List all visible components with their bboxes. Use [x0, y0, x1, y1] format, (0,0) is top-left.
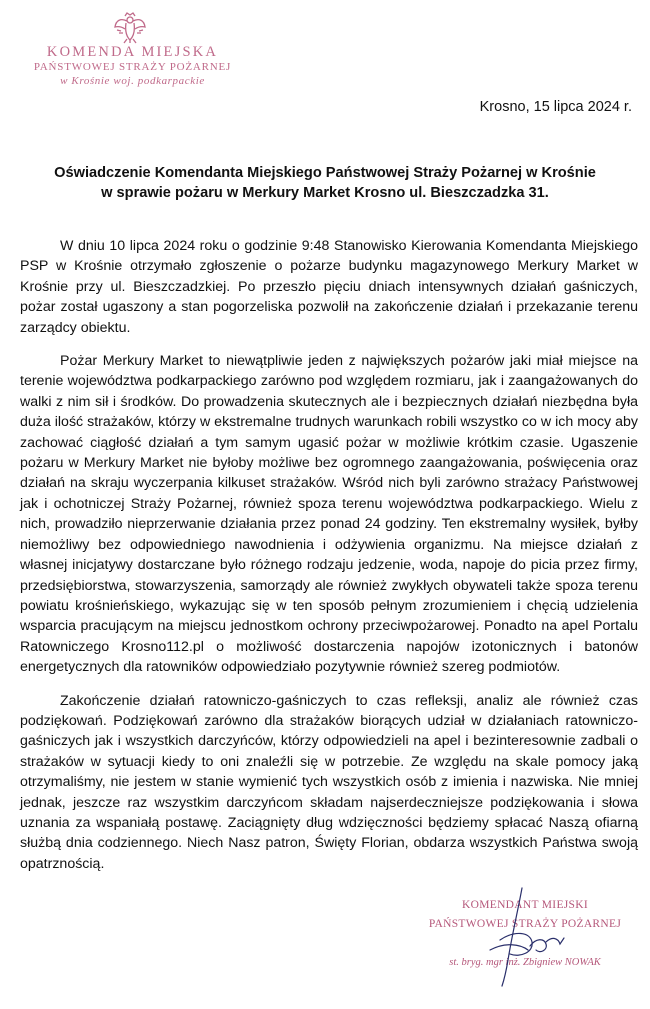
header-stamp-line-2: PAŃSTWOWEJ STRAŻY POŻARNEJ	[33, 61, 232, 73]
header-stamp-line-1: KOMENDA MIEJSKA	[46, 44, 219, 60]
signature-stamp-line-1: KOMENDANT MIEJSKI	[462, 899, 588, 911]
title-line-1: Oświadczenie Komendanta Miejskiego Państwowej Straży Pożarnej w Krośnie	[54, 165, 596, 181]
paragraph-3: Zakończenie działań ratowniczo-gaśniczych to czas refleksji, analiz ale również czas podziękowań. Podziękowań zarówno dla strażaków biorących udział w działaniach ratowniczo-gaśniczych jak i wszystkich darczyńców, którzy odpowiedzieli na apel i bezinteresownie zadbali o strażaków w sytuacji kiedy to oni znaleźli się w potrzebie. Ze względu na skale pomocy jaką otrzymaliśmy, nie jestem w stanie wymienić tych wszystkich osób z imienia i nazwiska. Nie mniej jednak, jeszcze raz wszystkim darczyńcom składam najserdeczniejsze podziękowania i słowa uznania za wspaniałą postawę. Zaciągnięty dług wdzięczności będziemy spłacać Naszą ofiarną służbą dnia codziennego. Niech Nasz patron, Święty Florian, obdarza wszystkich Państwa swoją opatrznością.	[20, 692, 638, 872]
signature-stamp-line-3: st. bryg. mgr inż. Zbigniew NOWAK	[449, 957, 601, 968]
paragraph-2: Pożar Merkury Market to niewątpliwie jeden z największych pożarów jaki miał miejsce na terenie województwa podkarpackiego zarówno pod względem rozmiaru, jak i zaangażowanych do walki z nim sił i środków. Do prowadzenia skutecznych ale i bezpiecznych działań niezbędna była duża ilość strażaków, którzy w ekstremalne trudnych warunkach robili wszystko co w ich mocy aby zachować ciągłość działań a tym samym ugasić pożar w możliwie krótkim czasie. Ugaszenie pożaru w Merkury Market nie byłoby możliwe bez ogromnego zaangażowania, poświęcenia oraz działań na skraju wyczerpania kilkuset strażaków. Wśród nich byli zarówno strażacy Państwowej jak i ochotniczej Straży Pożarnej, również spoza terenu województwa podkarpackiego. Wielu z nich, prowadziło nieprzerwanie działania przez ponad 24 godziny. Ten ekstremalny wysiłek, byłby niemożliwy bez odpowiedniego nawodnienia i odżywienia organizmu. Na miejsce działań z własnej inicjatywy dostarczane było różnego rodzaju jedzenie, woda, napoje do picia przez firmy, przedsiębiorstwa, stowarzyszenia, samorządy ale również zwykłych obywateli także spoza terenu powiatu krośnieńskiego, wykazując się w ten sposób pełnym zrozumieniem i chęcią udzielenia wsparcia pracującym na miejscu jednostkom ochrony przeciwpożarowej. Ponadto na apel Portalu Ratowniczego Krosno112.pl o możliwość dostarczenia napojów izotonicznych i batonów energetycznych dla ratowników odpowiedziało pozytywnie również szereg podmiotów.	[20, 353, 638, 676]
signature-stamp-line-2: PAŃSTWOWEJ STRAŻY POŻARNEJ	[428, 918, 622, 930]
paragraph-1: W dniu 10 lipca 2024 roku o godzinie 9:48 Stanowisko Kierowania Komendanta Miejskiego PSP w Krośnie otrzymało zgłoszenie o pożarze budynku magazynowego Merkury Market w Krośnie przy ul. Bieszczadzkiej. Po przeszło pięciu dniach intensywnych działań gaśniczych, pożar został ugaszony a stan pogorzeliska pozwolił na zakończenie działań i przekazanie terenu zarządcy obiektu.	[20, 238, 638, 336]
header-stamp	[25, 12, 240, 92]
document-date: Krosno, 15 lipca 2024 r.	[479, 99, 632, 115]
document-body	[20, 236, 638, 887]
header-stamp-line-3: w Krośnie woj. podkarpackie	[60, 75, 205, 87]
title-line-2: w sprawie pożaru w Merkury Market Krosno ul. Bieszczadzka 31.	[101, 185, 549, 201]
document-title	[20, 163, 630, 203]
handwritten-signature	[460, 880, 570, 990]
eagle-emblem-icon	[113, 12, 147, 44]
